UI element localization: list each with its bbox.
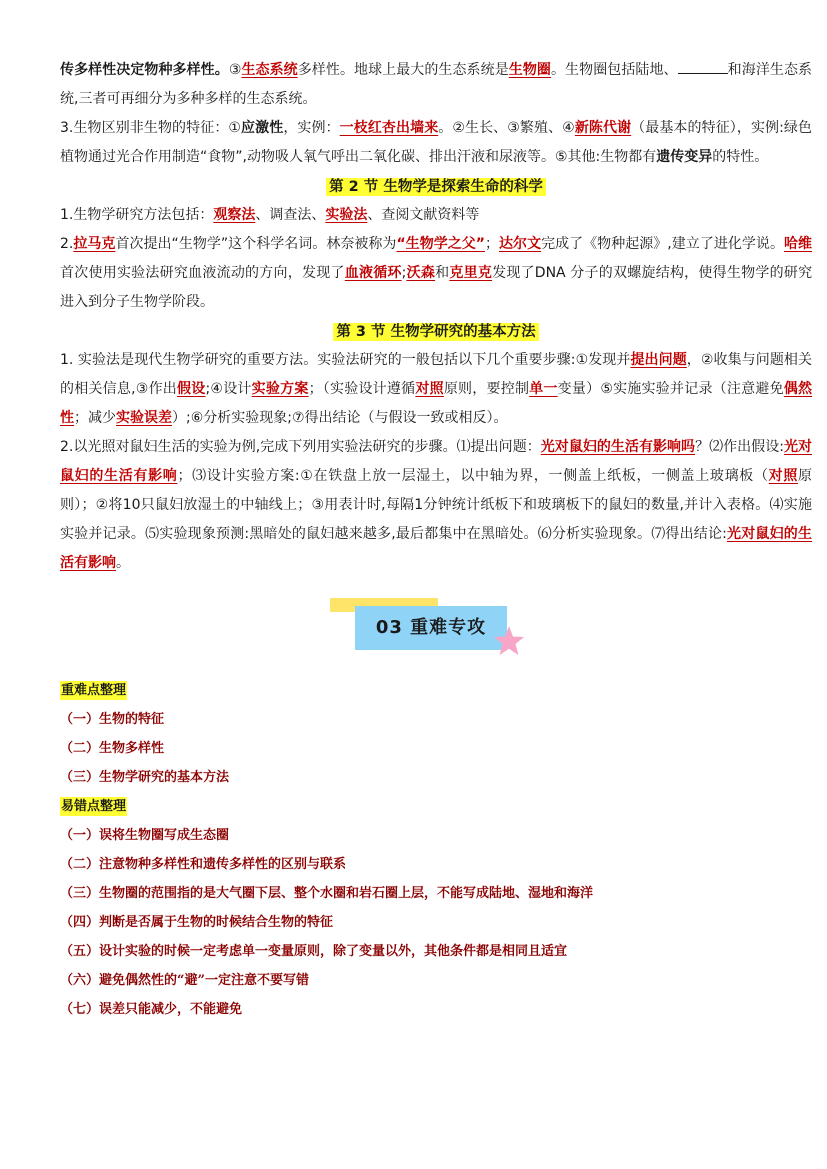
list-item: （二）注意物种多样性和遗传多样性的区别与联系 (60, 857, 347, 872)
text: ；（实验设计遵循 (308, 381, 416, 397)
text: 首次使用实验法研究血液流动的方向，发现了 (60, 265, 345, 281)
keyword: 达尔文 (499, 236, 542, 252)
keyword: 沃森 (406, 265, 436, 281)
text: 、查阅文献资料等 (367, 207, 480, 223)
paragraph-experiment-steps (60, 346, 812, 433)
keyword: 对照 (415, 381, 444, 397)
text: 和海洋生态系统,三者可再细分为多种多样的生态系统。 (60, 62, 813, 107)
list-item: （一）生物的特征 (60, 712, 165, 727)
section-banner (60, 598, 812, 670)
text: 传多样性决定物种多样性。 (60, 62, 229, 78)
paragraph-scientists (60, 230, 812, 317)
banner-label: 03 重难专攻 (355, 606, 507, 650)
text: 发现了DNA 分子的双螺旋结构，使得生物学的研究进入到分子生物学阶段。 (60, 265, 813, 310)
text: 2.以光照对鼠妇生活的实验为例,完成下列用实验法研究的步骤。⑴提出问题： (60, 439, 541, 455)
key-points-title: 重难点整理 (61, 683, 127, 698)
keyword: 血液循环 (344, 265, 402, 281)
text: 1. 实验法是现代生物学研究的重要方法。实验法研究的一般包括以下几个重要步骤:①发现并 (60, 352, 631, 368)
text: 原则，要控制 (443, 381, 530, 397)
text: 2. (60, 236, 74, 252)
section-heading-2 (60, 174, 812, 200)
text: ③ (228, 62, 242, 78)
text: 完成了《物种起源》,建立了进化学说。 (541, 236, 784, 252)
paragraph-biodiversity (60, 56, 812, 114)
text: （最基本的特征），实例:绿色植物通过光合作用制造“食物”,动物吸人氧气呼出二氧化碳、排出汗液和尿液等。⑤其他:生物都有 (60, 120, 813, 165)
text: 。生物圈包括陆地、 (550, 62, 678, 78)
mistakes-title: 易错点整理 (61, 799, 127, 814)
text: ；减少 (74, 410, 116, 426)
keyword: 一枝红杏出墙来 (339, 120, 439, 136)
keyword: 单一 (529, 381, 558, 397)
keyword: 偶然性 (60, 381, 813, 426)
list-item: （二）生物多样性 (60, 741, 165, 756)
keyword: 实验误差 (116, 410, 172, 426)
keyword: 新陈代谢 (574, 120, 632, 136)
key-points-list (60, 676, 812, 1024)
keyword: 拉马克 (73, 236, 116, 252)
keyword: 光对鼠妇的生活有影响 (60, 439, 813, 484)
star-icon (492, 624, 526, 658)
list-item: （五）设计实验的时候一定考虑单一变量原则，除了变量以外，其他条件都是相同且适宜 (60, 944, 568, 959)
paragraph-life-features (60, 114, 812, 172)
keyword: 光对鼠妇的生活有影响吗 (540, 439, 696, 455)
list-item: （六）避免偶然性的“避”一定注意不要写错 (60, 973, 309, 988)
keyword: 生物圈 (508, 62, 551, 78)
keyword: “生物学之父” (396, 236, 485, 252)
list-item: （七）误差只能减少，不能避免 (60, 1002, 243, 1017)
text: 、调查法、 (255, 207, 326, 223)
fill-blank (678, 61, 728, 74)
text: ;④设计 (205, 381, 252, 397)
text: ；⑶设计实验方案:①在铁盘上放一层湿土，以中轴为界，一侧盖上纸板，一侧盖上玻璃板（ (177, 468, 769, 484)
text: 。 (116, 555, 130, 571)
bold-term: 遗传变异 (656, 149, 713, 165)
keyword: 实验方案 (251, 381, 309, 397)
text: 的特性。 (712, 149, 769, 165)
text: 1.生物学研究方法包括： (60, 207, 214, 223)
section-title: 第 3 节 生物学研究的基本方法 (333, 323, 538, 341)
keyword: 对照 (768, 468, 799, 484)
keyword: 克里克 (449, 265, 493, 281)
keyword: 提出问题 (630, 352, 687, 368)
paragraph-woodlouse-experiment (60, 433, 812, 578)
text: 3.生物区别非生物的特征：① (60, 120, 242, 136)
paragraph-research-methods (60, 201, 812, 230)
keyword: 观察法 (213, 207, 256, 223)
keyword: 实验法 (325, 207, 368, 223)
text: ; (401, 265, 407, 281)
text: 首次提出“生物学”这个科学名词。林奈被称为 (115, 236, 397, 252)
text: ，实例： (283, 120, 340, 136)
keyword: 光对鼠妇的生活有影响 (60, 526, 812, 571)
keyword: 假设 (177, 381, 206, 397)
bold-term: 应激性 (241, 120, 284, 136)
text: 原则）；②将10只鼠妇放湿土的中轴线上；③用表计时,每隔1分钟统计纸板下和玻璃板下的鼠妇的数量,并计入表格。⑷实施实验并记录。⑸实验现象预测:黑暗处的鼠妇越来越多,最后都集中在黑暗处。⑹分析实验现象。⑺得出结论: (60, 468, 813, 542)
document-page (60, 56, 812, 1024)
text: ？⑵作出假设: (695, 439, 784, 455)
text: ； (485, 236, 499, 252)
text: ，②收集与问题相关的相关信息,③作出 (60, 352, 813, 397)
list-item: （三）生物学研究的基本方法 (60, 770, 230, 785)
section-heading-3 (60, 319, 812, 345)
list-item: （三）生物圈的范围指的是大气圈下层、整个水圈和岩石圈上层，不能写成陆地、湿地和海洋 (60, 886, 594, 901)
list-item: （一）误将生物圈写成生态圈 (60, 828, 230, 843)
list-item: （四）判断是否属于生物的时候结合生物的特征 (60, 915, 334, 930)
text: 和 (435, 265, 450, 281)
text: 多样性。地球上最大的生态系统是 (297, 62, 509, 78)
keyword: 生态系统 (241, 62, 298, 78)
section-title: 第 2 节 生物学是探索生命的科学 (326, 178, 546, 196)
text: 变量）⑤实施实验并记录（注意避免 (557, 381, 784, 397)
text: ）;⑥分析实验现象;⑦得出结论（与假设一致或相反）。 (172, 410, 508, 426)
text: 。②生长、③繁殖、④ (438, 120, 575, 136)
keyword: 哈维 (783, 236, 812, 252)
